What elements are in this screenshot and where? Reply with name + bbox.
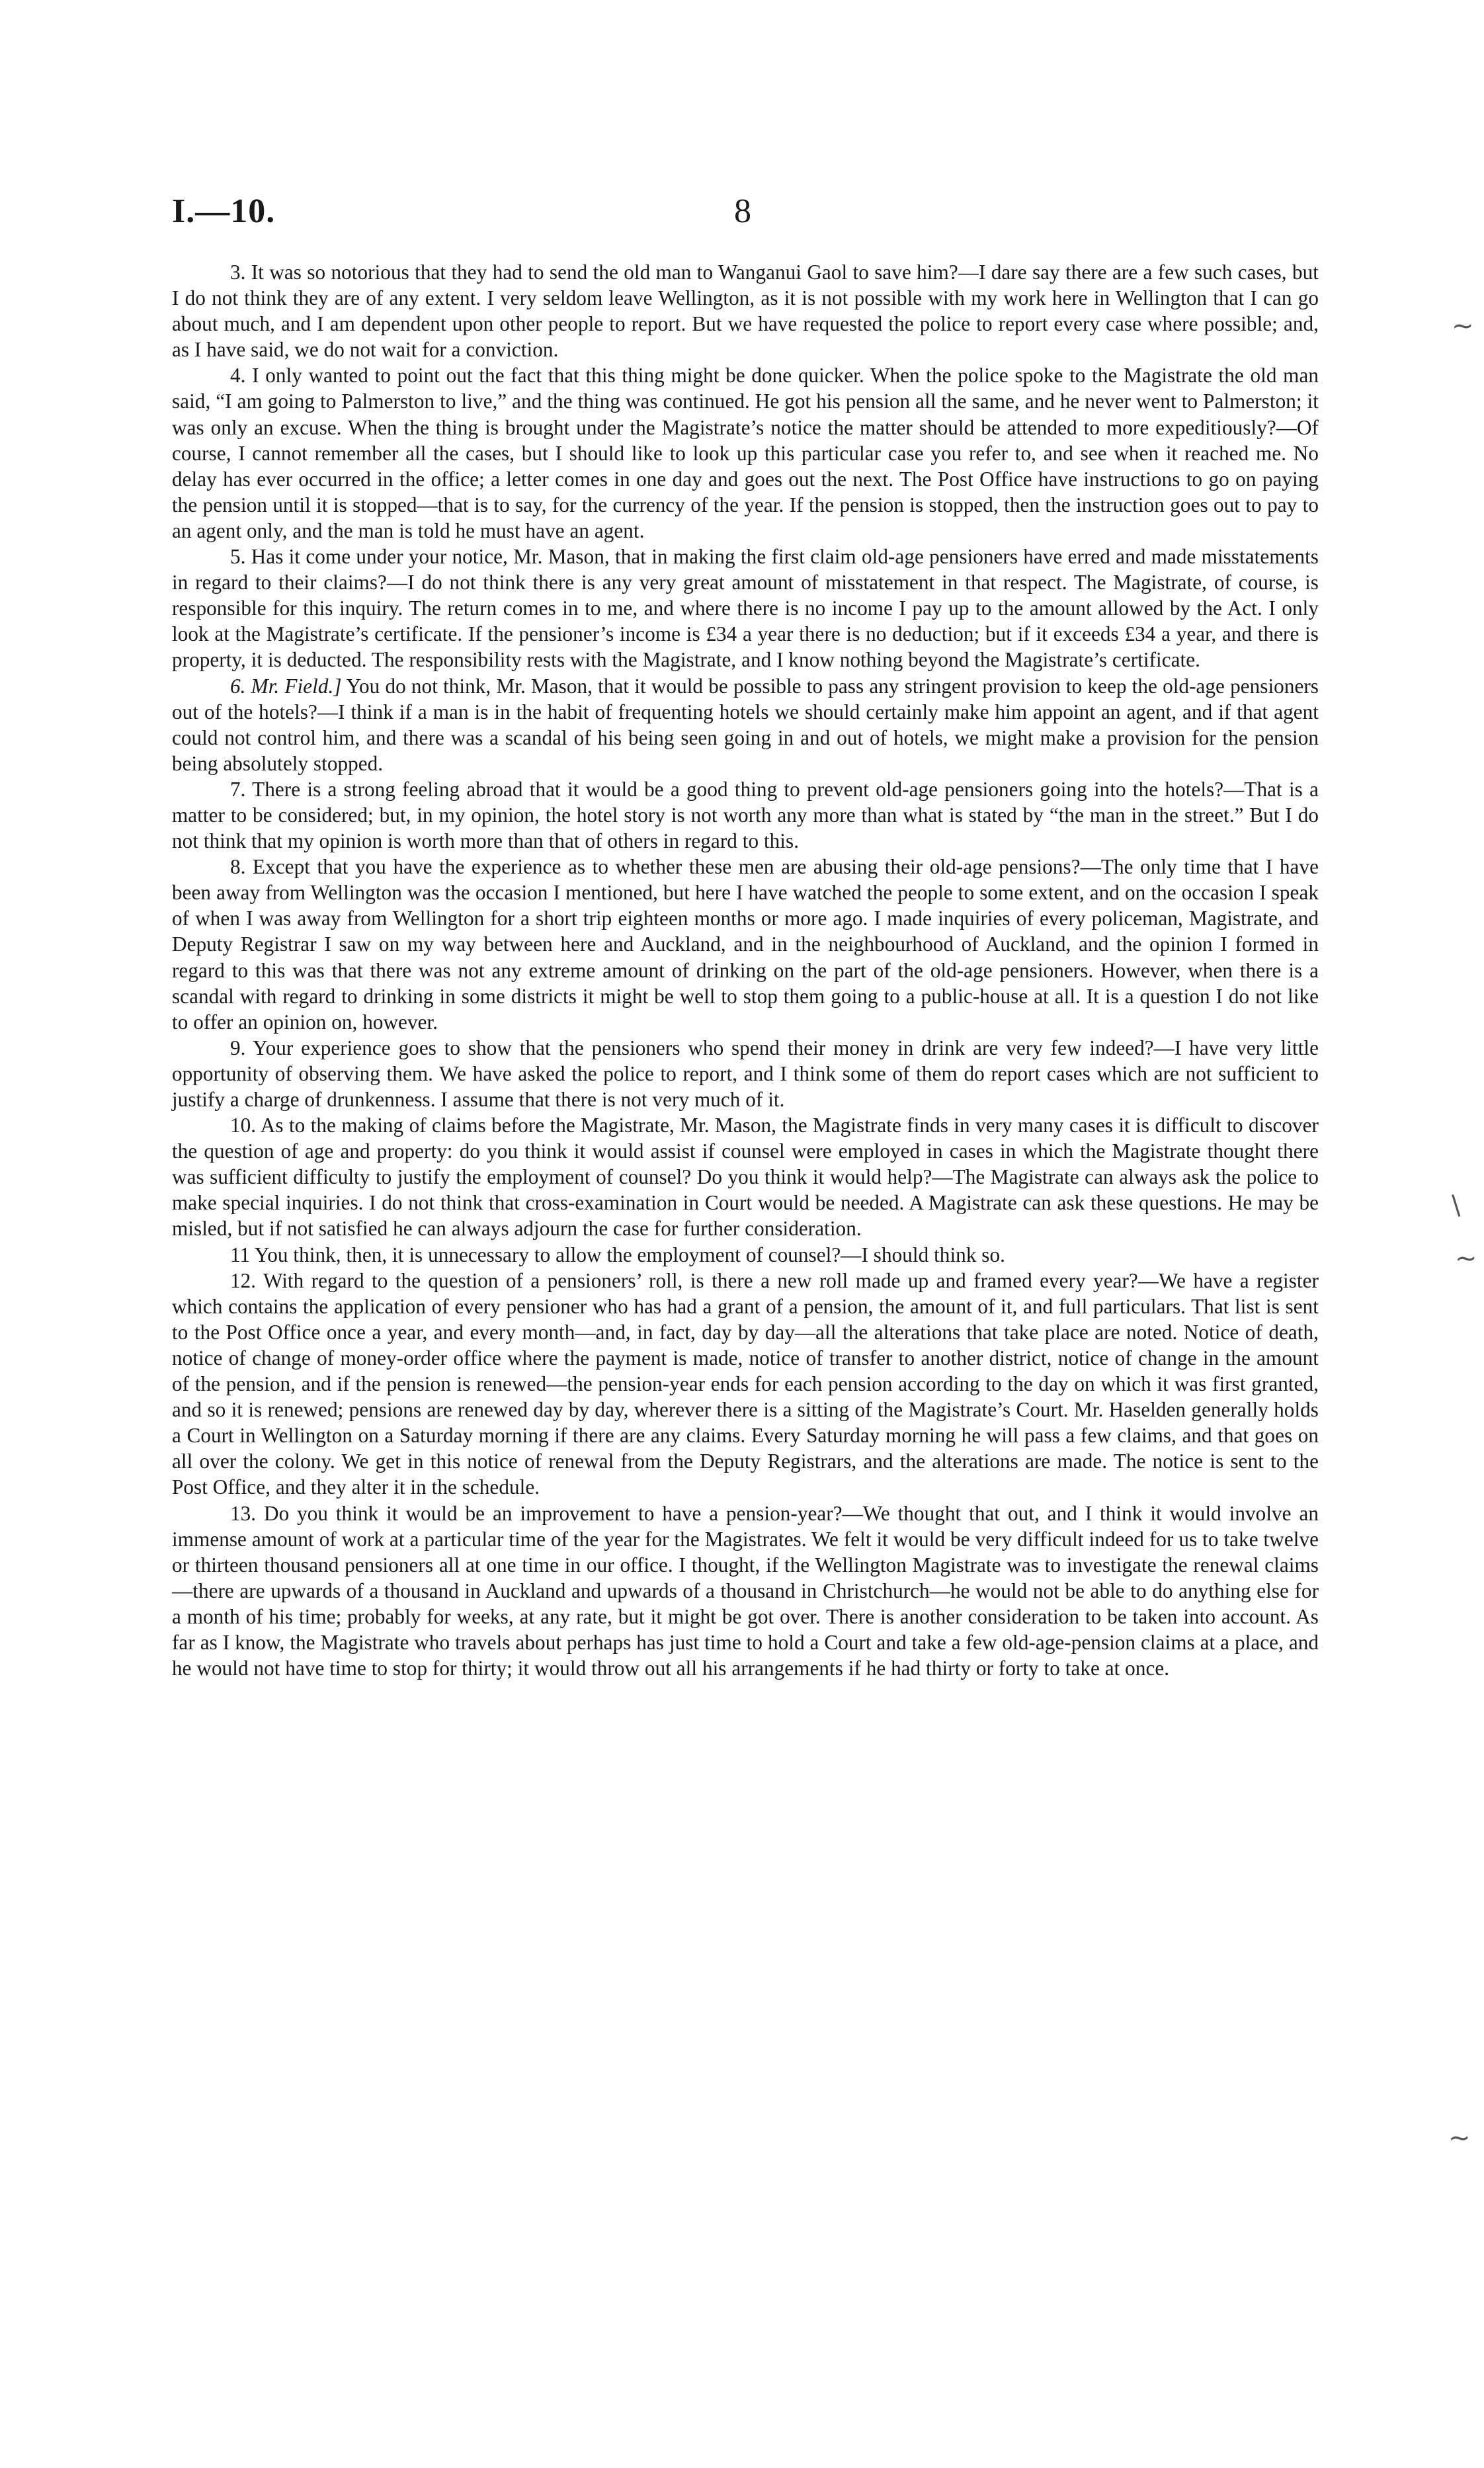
body-text [172, 259, 1319, 1681]
paragraph-text: 3. It was so notorious that they had to send the old man to Wanganui Gaol to save him?—I dare say there are a few such cases, but I do not think they are of any extent. I very seldom leave Wellington, as it is not possible with my work here in Wellington that I can go about much, and I am dependent upon other people to report. But we have requested the police to report every case where possible; and, as I have said, we do not wait for a conviction. [172, 261, 1319, 362]
margin-mark: ~ [1455, 1243, 1477, 1274]
paragraph-4 [172, 362, 1319, 544]
paragraph-11 [172, 1242, 1319, 1268]
paragraph-5 [172, 544, 1319, 673]
page-number: 8 [734, 192, 751, 230]
paragraph-text: 13. Do you think it would be an improvement to have a pension-year?—We thought that out, and I think it would involve an immense amount of work at a particular time of the year for the Magistrates. We felt it would be very difficult indeed for us to take twelve or thirteen thousand pensioners all at one time in our office. I thought, if the Wellington Magistrate was to investigate the renewal claims—there are upwards of a thousand in Auckland and upwards of a thousand in Christchurch—he would not be able to do anything else for a month of his time; probably for weeks, at any rate, but it might be got over. There is another consideration to be taken into account. As far as I know, the Magistrate who travels about perhaps has just time to hold a Court and take a few old-age-pension claims at a place, and he would not have time to stop for thirty; it would throw out all his arrangements if he had thirty or forty to take at once. [172, 1501, 1319, 1680]
paragraph-3 [172, 259, 1319, 362]
document-reference: I.—10. [172, 192, 276, 230]
paragraph-text: 9. Your experience goes to show that the pensioners who spend their money in drink are very few indeed?—I have very little opportunity of observing them. We have asked the police to report, and I think some of them do report cases which are not sufficient to justify a charge of drunkenness. I assume that there is not very much of it. [172, 1036, 1319, 1111]
speaker-label: 6. Mr. Field.] [230, 674, 342, 698]
paragraph-7 [172, 776, 1319, 854]
page-header [172, 192, 1319, 238]
paragraph-12 [172, 1268, 1319, 1501]
paragraph-text: 10. As to the making of claims before the Magistrate, Mr. Mason, the Magistrate finds in very many cases it is difficult to discover the question of age and property: do you think it would assist if counsel were employed in cases in which the Magistrate thought there was sufficient difficulty to justify the employment of counsel? Do you think it would help?—The Magistrate can always ask the police to make special inquiries. I do not think that cross-examination in Court would be needed. A Magistrate can ask these questions. He may be misled, but if not satisfied he can always adjourn the case for further consideration. [172, 1114, 1319, 1241]
paragraph-text: You do not think, Mr. Mason, that it would be possible to pass any stringent provision to keep the old-age pensioners out of the hotels?—I think if a man is in the habit of frequenting hotels we should certainly make him appoint an agent, and if that agent could not control him, and there was a scandal of his being seen going in and out of hotels, we might make a provision for the pension being absolutely stopped. [172, 674, 1319, 775]
paragraph-text: 7. There is a strong feeling abroad that it would be a good thing to prevent old-age pensioners going into the hotels?—That is a matter to be considered; but, in my opinion, the hotel story is not worth any more than what is stated by “the man in the street.” But I do not think that my opinion is worth more than that of others in regard to this. [172, 777, 1319, 853]
paragraph-10 [172, 1112, 1319, 1241]
margin-mark: ~ [1452, 311, 1474, 341]
paragraph-text: 12. With regard to the question of a pensioners’ roll, is there a new roll made up and framed every year?—We have a register which contains the application of every pensioner who has had a grant of a pension, the amount of it, and full particulars. That list is sent to the Post Office once a year, and every month—and, in fact, day by day—all the alterations that take place are noted. Notice of death, notice of change of money-order office where the payment is made, notice of transfer to another district, notice of change in the amount of the pension, and if the pension is renewed—the pension-year ends for each pension according to the day on which it was first granted, and so it is renewed; pensions are renewed day by day, wherever there is a sitting of the Magistrate’s Court. Mr. Haselden generally holds a Court in Wellington on a Saturday morning if there are any claims. Every Saturday morning he will pass a few claims, and that goes on all over the colony. We get in this notice of renewal from the Deputy Registrars, and the alterations are made. The notice is sent to the Post Office, and they alter it in the schedule. [172, 1268, 1319, 1499]
margin-mark: ~ [1448, 2123, 1471, 2153]
paragraph-text: 8. Except that you have the experience as to whether these men are abusing their old-age pensions?—The only time that I have been away from Wellington was the occasion I mentioned, but here I have watched the people to some extent, and on the occasion I speak of when I was away from Wellington for a short trip eighteen months or more ago. I made inquiries of every policeman, Magistrate, and Deputy Registrar I saw on my way between here and Auckland, and in the neighbourhood of Auckland, and the opinion I formed in regard to this was that there was not any extreme amount of drinking on the part of the old-age pensioners. However, when there is a scandal with regard to drinking in some districts it might be well to stop them going to a public-house at all. It is a question I do not like to offer an opinion on, however. [172, 855, 1319, 1034]
paragraph-8 [172, 854, 1319, 1035]
paragraph-6 [172, 673, 1319, 776]
paragraph-text: 11 You think, then, it is unnecessary to allow the employment of counsel?—I should think so. [230, 1243, 1005, 1266]
paragraph-text: 4. I only wanted to point out the fact that this thing might be done quicker. When the police spoke to the Magistrate the old man said, “I am going to Palmerston to live,” and the thing was continued. He got his pension all the same, and he never went to Palmerston; it was only an excuse. When the thing is brought under the Magistrate’s notice the matter should be attended to more expeditiously?—Of course, I cannot remember all the cases, but I should like to look up this particular case you refer to, and see when it reached me. No delay has ever occurred in the office; a letter comes in one day and goes out the next. The Post Office have instructions to go on paying the pension until it is stopped—that is to say, for the currency of the year. If the pension is stopped, then the instruction goes out to pay to an agent only, and the man is told he must have an agent. [172, 364, 1319, 542]
margin-mark: \ [1452, 1190, 1461, 1221]
paragraph-text: 5. Has it come under your notice, Mr. Mason, that in making the first claim old-age pensioners have erred and made misstatements in regard to their claims?—I do not think there is any very great amount of misstatement in that respect. The Magistrate, of course, is responsible for this inquiry. The return comes in to me, and where there is no income I pay up to the amount allowed by the Act. I only look at the Magistrate’s certificate. If the pensioner’s income is £34 a year there is no deduction; but if it exceeds £34 a year, and there is property, it is deducted. The responsibility rests with the Magistrate, and I know nothing beyond the Magistrate’s certificate. [172, 545, 1319, 672]
paragraph-9 [172, 1035, 1319, 1112]
paragraph-13 [172, 1501, 1319, 1682]
